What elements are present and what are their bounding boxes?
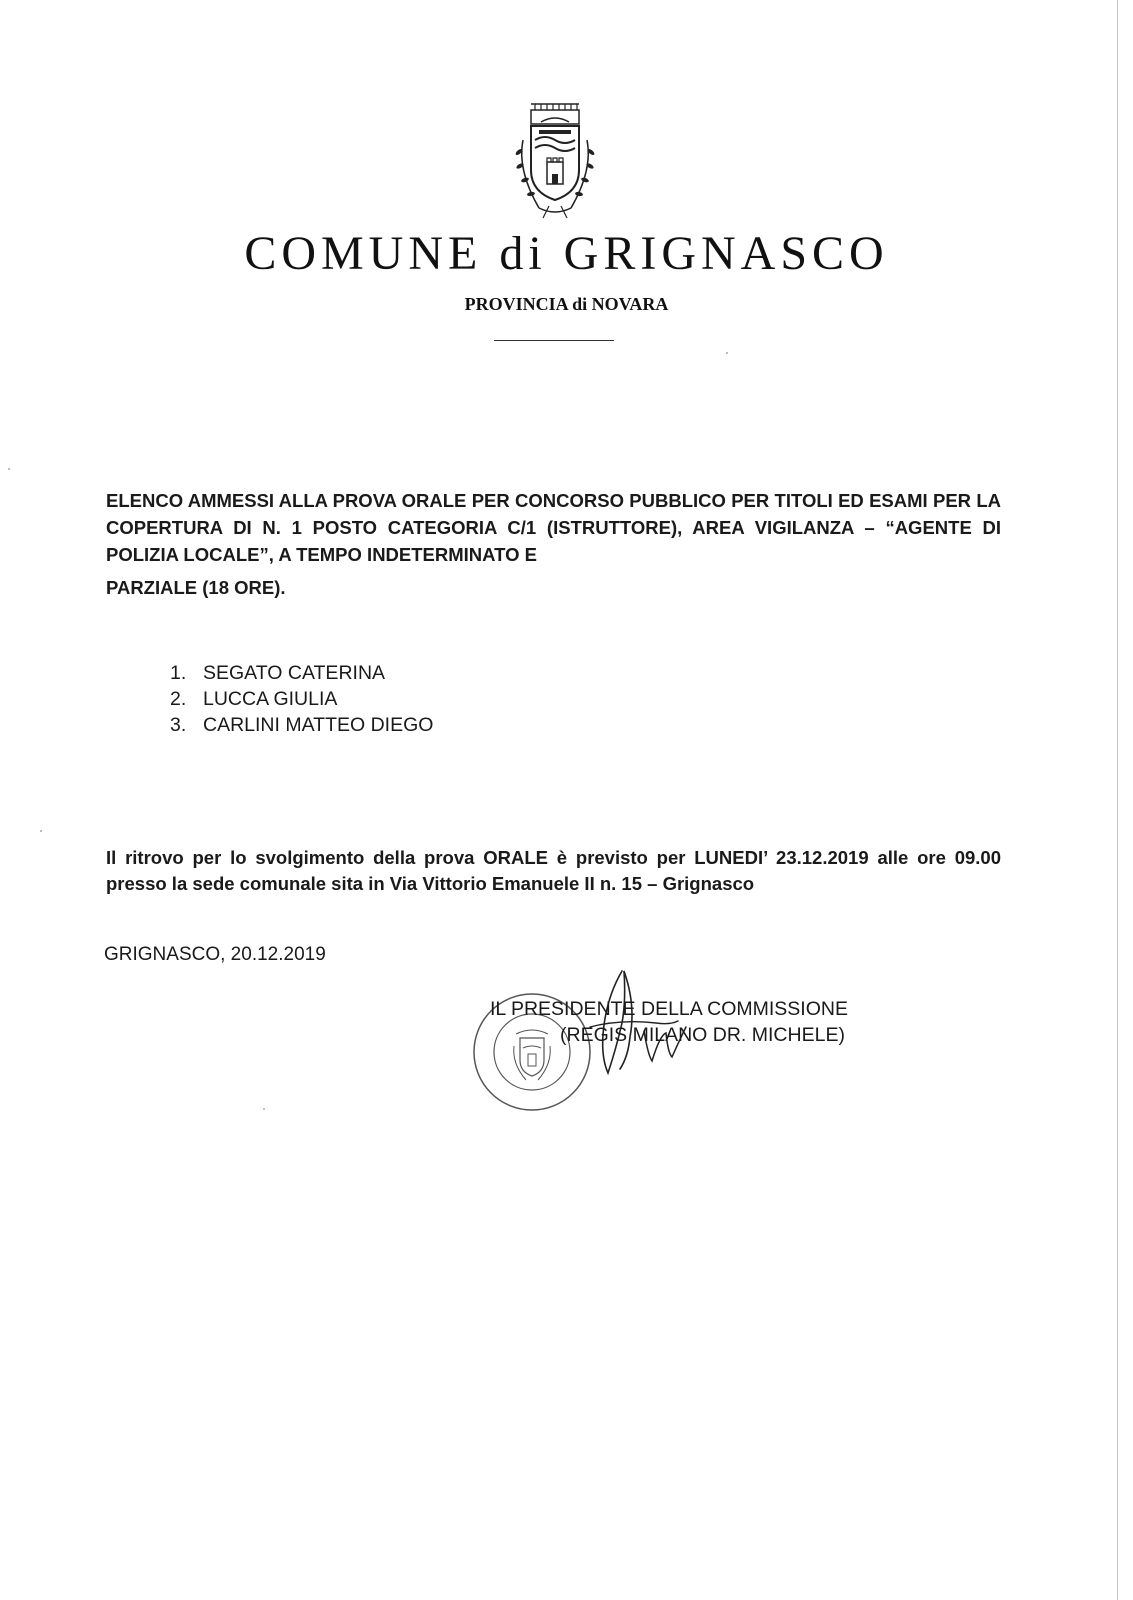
place-date: GRIGNASCO, 20.12.2019 [104, 944, 326, 965]
list-item-name: SEGATO CATERINA [203, 662, 386, 684]
document-heading [106, 487, 1001, 601]
scan-speck [40, 830, 42, 832]
list-item [170, 712, 433, 738]
list-item [170, 686, 433, 712]
coat-of-arms-icon [505, 100, 605, 225]
scan-speck [8, 468, 10, 470]
signatory-name: (REGIS MILANO DR. MICHELE) [560, 1024, 845, 1046]
admitted-list [170, 660, 433, 738]
list-item-number: 1. [170, 662, 187, 684]
list-item-name: CARLINI MATTEO DIEGO [203, 714, 434, 736]
list-item [170, 660, 433, 686]
province-subtitle: PROVINCIA di NOVARA [464, 294, 669, 314]
list-item-number: 2. [170, 688, 187, 710]
heading-text: ELENCO AMMESSI ALLA PROVA ORALE PER CONCORSO PUBBLICO PER TITOLI ED ESAMI PER LA COPERTURA DI N. 1 POSTO CATEGORIA C/1 (ISTRUTTORE), AREA VIGILANZA – “AGENTE DI POLIZIA LOCALE”, A TEMPO INDETERMINATO E [106, 490, 1001, 565]
list-item-name: LUCCA GIULIA [203, 688, 338, 710]
municipality-title: COMUNE di GRIGNASCO [244, 227, 889, 280]
scan-speck [726, 352, 728, 354]
exam-notice: Il ritrovo per lo svolgimento della prova ORALE è previsto per LUNEDI’ 23.12.2019 alle ore 09.00 presso la sede comunale sita in Via Vittorio Emanuele II n. 15 – Grignasco [106, 847, 1001, 894]
scan-speck [263, 1108, 265, 1110]
heading-last-line: PARZIALE (18 ORE). [106, 577, 286, 598]
header-divider [494, 340, 614, 341]
signature-block [490, 996, 848, 1048]
signatory-role: IL PRESIDENTE DELLA COMMISSIONE [490, 998, 848, 1020]
list-item-number: 3. [170, 714, 187, 736]
